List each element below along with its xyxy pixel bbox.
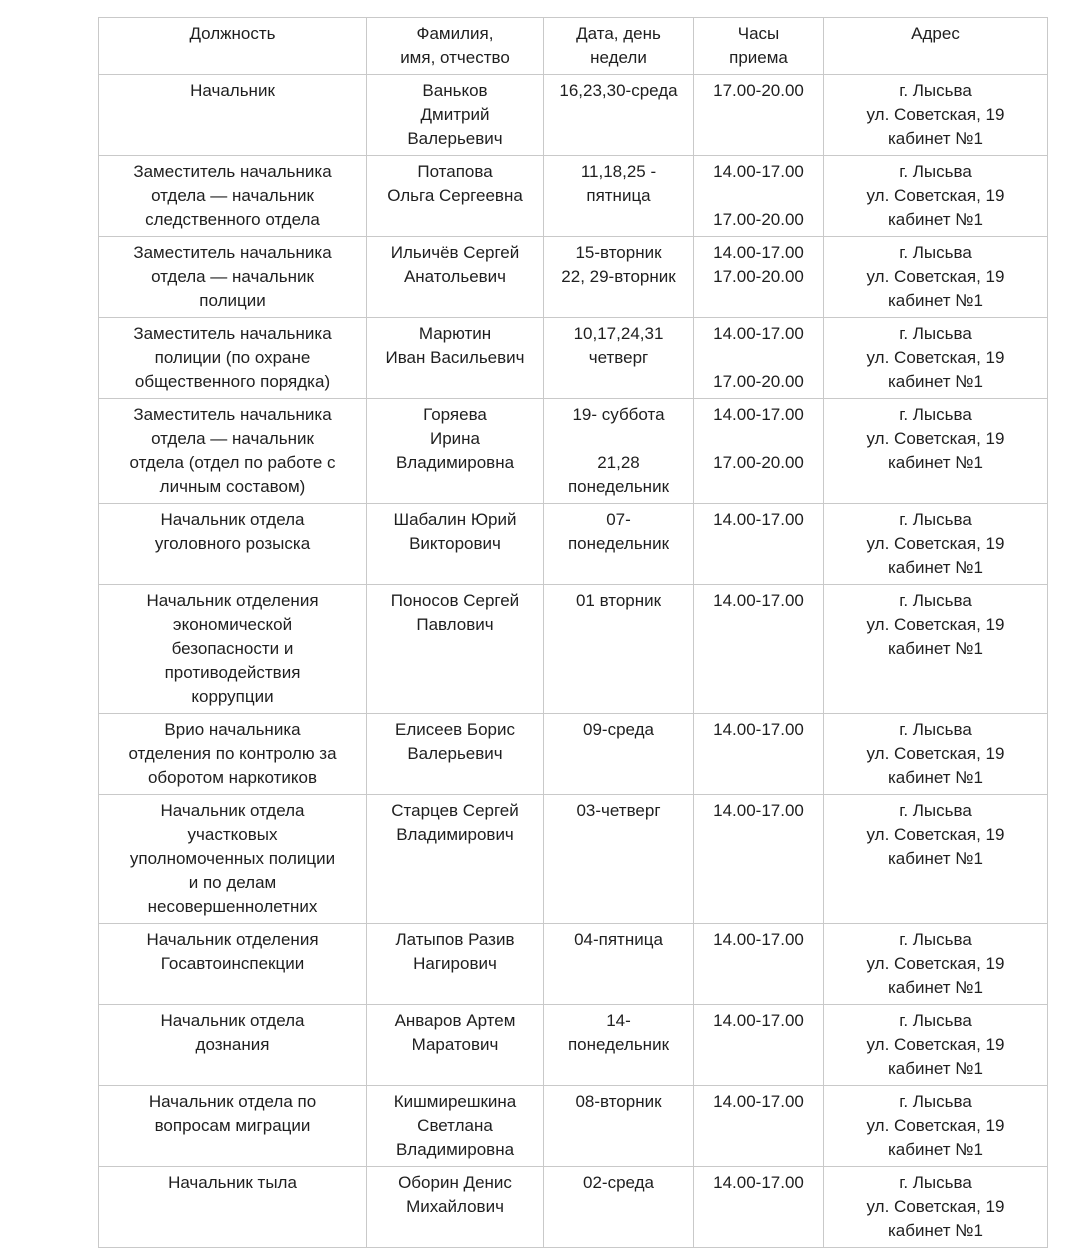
cell-line: 14.00-17.00 xyxy=(713,1173,804,1192)
address-cell xyxy=(824,795,1048,924)
cell-line: ул. Советская, 19 xyxy=(866,744,1005,763)
column-header-address xyxy=(824,18,1048,75)
address-cell xyxy=(824,399,1048,504)
cell-line: понедельник xyxy=(567,534,670,553)
cell-line: Елисеев Борис xyxy=(395,720,515,739)
cell-line: Шабалин Юрий xyxy=(393,510,517,529)
hours-cell xyxy=(694,585,824,714)
cell-line: Ольга Сергеевна xyxy=(387,186,523,205)
position-cell xyxy=(99,714,367,795)
table-row xyxy=(99,714,1048,795)
cell-line: ул. Советская, 19 xyxy=(866,1197,1005,1216)
table-row xyxy=(99,795,1048,924)
cell-line: Врио начальника xyxy=(164,720,301,739)
cell-line: 17.00-20.00 xyxy=(713,372,804,391)
position-cell xyxy=(99,795,367,924)
cell-line: отделения по контролю за xyxy=(128,744,337,763)
cell-line: 17.00-20.00 xyxy=(713,453,804,472)
cell-line: 19- суббота xyxy=(572,405,665,424)
cell-line: 21,28 xyxy=(597,453,640,472)
cell-line: Потапова xyxy=(417,162,493,181)
cell-line: кабинет №1 xyxy=(888,1140,983,1159)
cell-line: участковых xyxy=(187,825,278,844)
table-header xyxy=(99,18,1048,75)
cell-line: Владимирович xyxy=(396,825,514,844)
cell-line: кабинет №1 xyxy=(888,210,983,229)
cell-line: г. Лысьва xyxy=(899,162,972,181)
cell-line: Начальник отделения xyxy=(146,930,319,949)
address-cell xyxy=(824,714,1048,795)
cell-line: понедельник xyxy=(567,477,670,496)
cell-line: несовершеннолетних xyxy=(147,897,318,916)
cell-line: кабинет №1 xyxy=(888,768,983,787)
hours-cell xyxy=(694,1086,824,1167)
address-cell xyxy=(824,504,1048,585)
position-cell xyxy=(99,75,367,156)
column-header-name xyxy=(367,18,544,75)
position-cell xyxy=(99,585,367,714)
cell-line: Начальник отдела xyxy=(160,1011,305,1030)
name-cell xyxy=(367,924,544,1005)
table-row xyxy=(99,1167,1048,1248)
cell-line: 14.00-17.00 xyxy=(713,324,804,343)
cell-line: 11,18,25 - xyxy=(580,162,657,181)
cell-line: г. Лысьва xyxy=(899,930,972,949)
hours-cell xyxy=(694,795,824,924)
cell-line: 09-среда xyxy=(583,720,654,739)
hours-cell xyxy=(694,924,824,1005)
cell-line: Дмитрий xyxy=(420,105,490,124)
cell-line: ул. Советская, 19 xyxy=(866,1116,1005,1135)
cell-line: ул. Советская, 19 xyxy=(866,429,1005,448)
cell-line: ул. Советская, 19 xyxy=(866,267,1005,286)
cell-line: отдела (отдел по работе с xyxy=(129,453,336,472)
cell-line: вопросам миграции xyxy=(154,1116,311,1135)
cell-line xyxy=(700,184,817,208)
cell-line: понедельник xyxy=(567,1035,670,1054)
cell-line: кабинет №1 xyxy=(888,1221,983,1240)
cell-line: г. Лысьва xyxy=(899,720,972,739)
cell-line: ул. Советская, 19 xyxy=(866,1035,1005,1054)
name-cell xyxy=(367,714,544,795)
cell-line: Начальник тыла xyxy=(168,1173,297,1192)
cell-line xyxy=(700,427,817,451)
cell-line: г. Лысьва xyxy=(899,81,972,100)
cell-line: Начальник отдела xyxy=(160,801,305,820)
position-cell xyxy=(99,318,367,399)
cell-line: ул. Советская, 19 xyxy=(866,348,1005,367)
cell-line: кабинет №1 xyxy=(888,372,983,391)
cell-line: ул. Советская, 19 xyxy=(866,954,1005,973)
name-cell xyxy=(367,585,544,714)
cell-line: Нагирович xyxy=(413,954,497,973)
cell-line: 14.00-17.00 xyxy=(713,720,804,739)
column-header-date xyxy=(544,18,694,75)
cell-line: Должность xyxy=(189,24,276,43)
name-cell xyxy=(367,504,544,585)
cell-line: Горяева xyxy=(423,405,487,424)
cell-line: безопасности и xyxy=(171,639,294,658)
cell-line: 17.00-20.00 xyxy=(713,81,804,100)
cell-line: ул. Советская, 19 xyxy=(866,615,1005,634)
address-cell xyxy=(824,237,1048,318)
cell-line: 01 вторник xyxy=(575,591,662,610)
date-cell xyxy=(544,1005,694,1086)
cell-line: ул. Советская, 19 xyxy=(866,186,1005,205)
cell-line: дознания xyxy=(195,1035,270,1054)
cell-line: 14- xyxy=(606,1011,631,1030)
position-cell xyxy=(99,399,367,504)
cell-line: ул. Советская, 19 xyxy=(866,825,1005,844)
hours-cell xyxy=(694,1005,824,1086)
name-cell xyxy=(367,399,544,504)
date-cell xyxy=(544,714,694,795)
cell-line: 10,17,24,31 xyxy=(573,324,664,343)
cell-line: 15-вторник xyxy=(575,243,662,262)
cell-line: Адрес xyxy=(911,24,960,43)
cell-line: оборотом наркотиков xyxy=(147,768,318,787)
table-body xyxy=(99,75,1048,1248)
date-cell xyxy=(544,585,694,714)
cell-line: 03-четверг xyxy=(576,801,661,820)
cell-line: ул. Советская, 19 xyxy=(866,105,1005,124)
cell-line: Ваньков xyxy=(422,81,488,100)
table-row xyxy=(99,504,1048,585)
cell-line: 14.00-17.00 xyxy=(713,591,804,610)
cell-line: Поносов Сергей xyxy=(390,591,520,610)
cell-line: 02-среда xyxy=(583,1173,654,1192)
table-row xyxy=(99,924,1048,1005)
cell-line: 04-пятница xyxy=(574,930,663,949)
position-cell xyxy=(99,924,367,1005)
cell-line: г. Лысьва xyxy=(899,801,972,820)
cell-line: Заместитель начальника xyxy=(133,243,332,262)
cell-line: Начальник отдела xyxy=(160,510,305,529)
cell-line: 14.00-17.00 xyxy=(713,801,804,820)
name-cell xyxy=(367,75,544,156)
cell-line: 14.00-17.00 xyxy=(713,1092,804,1111)
cell-line: Маратович xyxy=(411,1035,499,1054)
reception-schedule xyxy=(98,17,1048,1248)
cell-line: пятница xyxy=(586,186,651,205)
position-cell xyxy=(99,237,367,318)
cell-line: Старцев Сергей xyxy=(391,801,519,820)
address-cell xyxy=(824,1086,1048,1167)
cell-line: Валерьевич xyxy=(407,129,503,148)
address-cell xyxy=(824,75,1048,156)
cell-line: 16,23,30-среда xyxy=(559,81,678,100)
column-header-hours xyxy=(694,18,824,75)
cell-line: Латыпов Разив xyxy=(395,930,515,949)
table-row xyxy=(99,399,1048,504)
cell-line: четверг xyxy=(588,348,649,367)
cell-line: Часы xyxy=(737,24,780,43)
cell-line: Начальник xyxy=(190,81,275,100)
cell-line: Дата, день xyxy=(576,24,661,43)
cell-line: Начальник отдела по xyxy=(148,1092,317,1111)
cell-line: Викторович xyxy=(409,534,501,553)
position-cell xyxy=(99,1005,367,1086)
table-row xyxy=(99,1005,1048,1086)
cell-line: Начальник отделения xyxy=(146,591,319,610)
cell-line: Валерьевич xyxy=(407,744,503,763)
date-cell xyxy=(544,75,694,156)
cell-line: Павлович xyxy=(416,615,494,634)
hours-cell xyxy=(694,1167,824,1248)
table-row xyxy=(99,1086,1048,1167)
cell-line: уполномоченных полиции xyxy=(129,849,336,868)
cell-line: приема xyxy=(729,48,788,67)
hours-cell xyxy=(694,75,824,156)
cell-line: 14.00-17.00 xyxy=(713,1011,804,1030)
address-cell xyxy=(824,1167,1048,1248)
cell-line: 14.00-17.00 xyxy=(713,162,804,181)
cell-line: полиции xyxy=(199,291,266,310)
hours-cell xyxy=(694,318,824,399)
name-cell xyxy=(367,318,544,399)
date-cell xyxy=(544,156,694,237)
cell-line: Заместитель начальника xyxy=(133,162,332,181)
cell-line: общественного порядка) xyxy=(134,372,331,391)
cell-line: 08-вторник xyxy=(575,1092,662,1111)
cell-line: и по делам xyxy=(188,873,277,892)
cell-line: Ирина xyxy=(429,429,480,448)
cell-line: недели xyxy=(590,48,647,67)
cell-line: отдела — начальник xyxy=(151,186,314,205)
reception-schedule-table xyxy=(98,17,1048,1248)
date-cell xyxy=(544,795,694,924)
cell-line: Заместитель начальника xyxy=(133,405,332,424)
cell-line: г. Лысьва xyxy=(899,1011,972,1030)
cell-line: Оборин Денис xyxy=(398,1173,512,1192)
table-row xyxy=(99,237,1048,318)
address-cell xyxy=(824,156,1048,237)
cell-line: 17.00-20.00 xyxy=(713,210,804,229)
hours-cell xyxy=(694,714,824,795)
cell-line: кабинет №1 xyxy=(888,129,983,148)
date-cell xyxy=(544,1086,694,1167)
cell-line: экономической xyxy=(172,615,293,634)
cell-line: г. Лысьва xyxy=(899,1092,972,1111)
cell-line: г. Лысьва xyxy=(899,1173,972,1192)
cell-line: личным составом) xyxy=(159,477,306,496)
cell-line: Заместитель начальника xyxy=(133,324,332,343)
date-cell xyxy=(544,237,694,318)
name-cell xyxy=(367,1167,544,1248)
cell-line: следственного отдела xyxy=(145,210,320,229)
cell-line: Госавтоинспекции xyxy=(160,954,305,973)
hours-cell xyxy=(694,399,824,504)
date-cell xyxy=(544,318,694,399)
cell-line: Кишмирешкина xyxy=(393,1092,517,1111)
cell-line: Светлана xyxy=(417,1116,493,1135)
address-cell xyxy=(824,585,1048,714)
date-cell xyxy=(544,399,694,504)
name-cell xyxy=(367,1005,544,1086)
cell-line: 17.00-20.00 xyxy=(713,267,804,286)
table-row xyxy=(99,585,1048,714)
name-cell xyxy=(367,156,544,237)
cell-line: 14.00-17.00 xyxy=(713,930,804,949)
cell-line: Ильичёв Сергей xyxy=(390,243,520,262)
cell-line: полиции (по охране xyxy=(154,348,311,367)
cell-line: 07- xyxy=(606,510,631,529)
cell-line: г. Лысьва xyxy=(899,324,972,343)
cell-line: кабинет №1 xyxy=(888,453,983,472)
position-cell xyxy=(99,504,367,585)
cell-line: Иван Васильевич xyxy=(385,348,525,367)
address-cell xyxy=(824,1005,1048,1086)
cell-line: 14.00-17.00 xyxy=(713,510,804,529)
position-cell xyxy=(99,1167,367,1248)
table-row xyxy=(99,75,1048,156)
position-cell xyxy=(99,156,367,237)
name-cell xyxy=(367,237,544,318)
header-row xyxy=(99,18,1048,75)
table-row xyxy=(99,156,1048,237)
cell-line: г. Лысьва xyxy=(899,405,972,424)
cell-line: кабинет №1 xyxy=(888,558,983,577)
hours-cell xyxy=(694,156,824,237)
position-cell xyxy=(99,1086,367,1167)
name-cell xyxy=(367,1086,544,1167)
cell-line: кабинет №1 xyxy=(888,1059,983,1078)
address-cell xyxy=(824,924,1048,1005)
cell-line: 22, 29-вторник xyxy=(561,267,676,286)
column-header-position xyxy=(99,18,367,75)
cell-line: уголовного розыска xyxy=(154,534,311,553)
cell-line: кабинет №1 xyxy=(888,291,983,310)
cell-line: Анваров Артем xyxy=(394,1011,516,1030)
address-cell xyxy=(824,318,1048,399)
cell-line: г. Лысьва xyxy=(899,591,972,610)
cell-line: г. Лысьва xyxy=(899,510,972,529)
cell-line: ул. Советская, 19 xyxy=(866,534,1005,553)
cell-line: имя, отчество xyxy=(400,48,510,67)
date-cell xyxy=(544,1167,694,1248)
date-cell xyxy=(544,924,694,1005)
cell-line: Фамилия, xyxy=(416,24,494,43)
hours-cell xyxy=(694,237,824,318)
cell-line: г. Лысьва xyxy=(899,243,972,262)
cell-line: отдела — начальник xyxy=(151,267,314,286)
cell-line xyxy=(700,346,817,370)
cell-line: кабинет №1 xyxy=(888,978,983,997)
cell-line: Михайлович xyxy=(406,1197,504,1216)
cell-line: Владимировна xyxy=(395,453,515,472)
cell-line: 14.00-17.00 xyxy=(713,405,804,424)
cell-line: коррупции xyxy=(191,687,274,706)
cell-line: отдела — начальник xyxy=(151,429,314,448)
date-cell xyxy=(544,504,694,585)
cell-line: противодействия xyxy=(164,663,301,682)
cell-line: кабинет №1 xyxy=(888,849,983,868)
cell-line: Анатольевич xyxy=(403,267,507,286)
hours-cell xyxy=(694,504,824,585)
cell-line: Владимировна xyxy=(395,1140,515,1159)
cell-line: 14.00-17.00 xyxy=(713,243,804,262)
table-row xyxy=(99,318,1048,399)
cell-line xyxy=(550,427,687,451)
name-cell xyxy=(367,795,544,924)
cell-line: кабинет №1 xyxy=(888,639,983,658)
cell-line: Марютин xyxy=(418,324,492,343)
